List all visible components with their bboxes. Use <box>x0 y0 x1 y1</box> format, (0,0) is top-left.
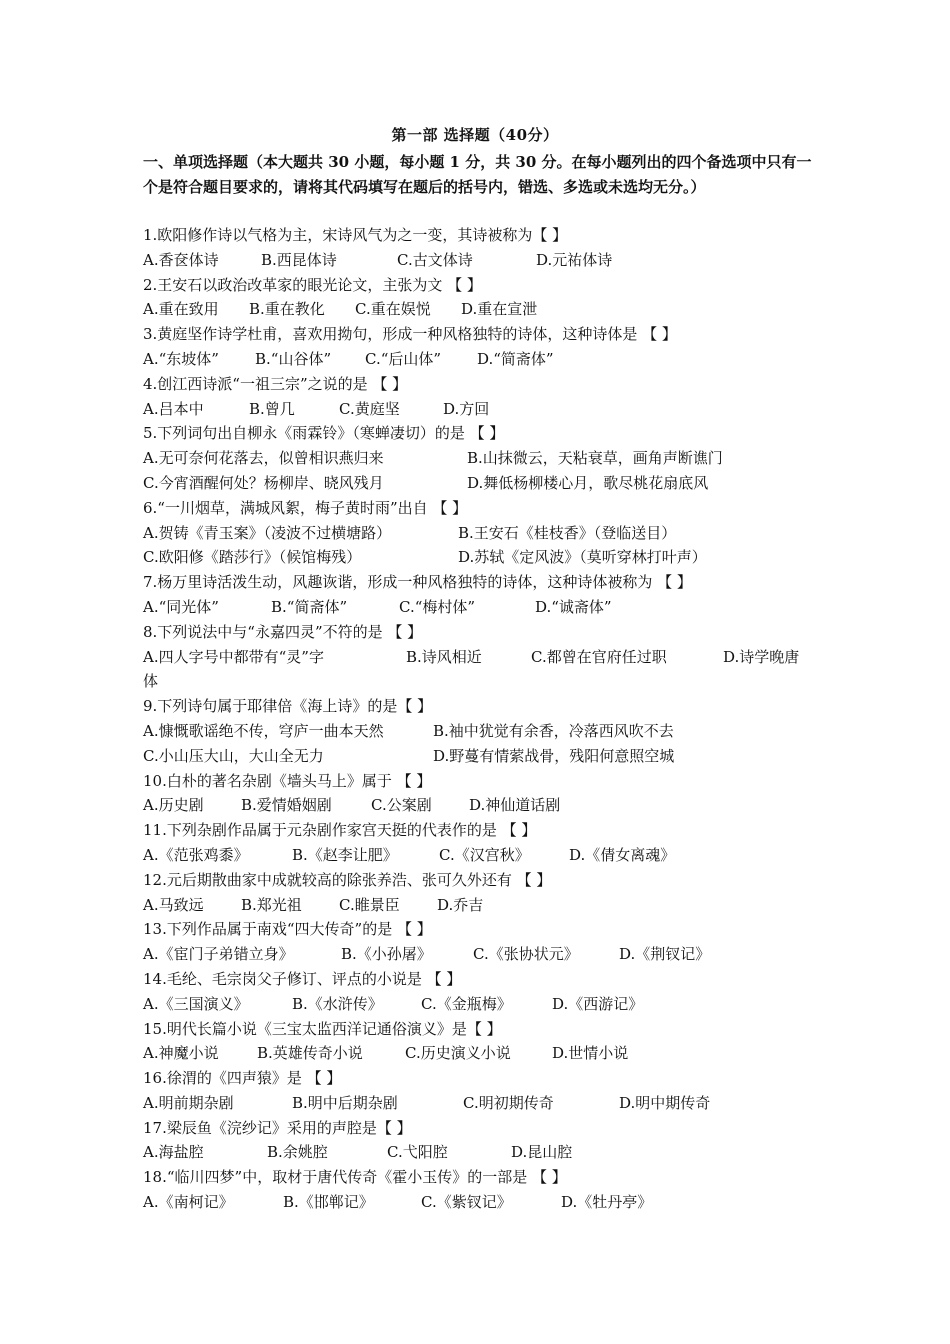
option-a: A.马致远 <box>143 895 204 914</box>
option-b: B.《水浒传》 <box>292 994 383 1013</box>
option-row <box>143 347 823 372</box>
option-a: A.《范张鸡黍》 <box>143 845 249 864</box>
option-row <box>143 248 823 273</box>
option-c: C.《张协状元》 <box>473 945 579 964</box>
option-a: A.四人字号中都带有“灵”字 <box>143 647 324 666</box>
option-c: C.弋阳腔 <box>387 1143 448 1162</box>
option-b: B.“简斋体” <box>271 597 348 616</box>
question-stem: 5.下列词句出自柳永《雨霖铃》（寒蝉凄切）的是 【 】 <box>143 424 505 443</box>
option-row <box>143 992 823 1017</box>
option-c: C.今宵酒醒何处？杨柳岸、晓风残月 <box>143 473 384 492</box>
option-d: D.重在宣泄 <box>461 300 538 319</box>
option-a: A.“东坡体” <box>143 349 219 368</box>
option-row <box>143 744 823 769</box>
option-b: B.《赵李让肥》 <box>292 845 398 864</box>
option-c: C.《汉宫秋》 <box>439 845 530 864</box>
question-stem: 9.下列诗句属于耶律倍《海上诗》的是【 】 <box>143 697 433 716</box>
option-row <box>143 471 823 496</box>
option-row <box>143 893 823 918</box>
question-stem: 3.黄庭坚作诗学杜甫，喜欢用拗句，形成一种风格独特的诗体，这种诗体是 【 】 <box>143 325 677 344</box>
option-b: B.袖中犹觉有余香，冷落西风吹不去 <box>433 721 674 740</box>
option-d: D.昆山腔 <box>511 1143 573 1162</box>
option-c: C.“梅村体” <box>399 597 476 616</box>
option-b: B.西昆体诗 <box>261 250 337 269</box>
question-stem: 1.欧阳修作诗以气格为主，宋诗风气为之一变，其诗被称为【 】 <box>143 226 568 244</box>
option-d: D.《荆钗记》 <box>619 945 711 964</box>
option-a: A.海盐腔 <box>143 1143 204 1162</box>
option-d: D.元祐体诗 <box>536 250 613 269</box>
option-b: B.郑光祖 <box>241 895 302 914</box>
option-c: C.重在娱悦 <box>355 300 431 319</box>
option-c: C.睢景臣 <box>339 895 400 914</box>
option-d: D.明中期传奇 <box>619 1093 711 1112</box>
question-stem: 13.下列作品属于南戏“四大传奇”的是 【 】 <box>143 920 432 939</box>
question-stem: 2.王安石以政治改革家的眼光论文，主张为文 【 】 <box>143 275 482 294</box>
option-a: A.《三国演义》 <box>143 994 249 1013</box>
option-row <box>143 1041 823 1066</box>
option-b: B.山抹微云，天粘衰草，画角声断谯门 <box>467 449 723 468</box>
option-c: C.明初期传奇 <box>463 1093 554 1112</box>
option-a: A.“同光体” <box>143 597 219 616</box>
option-continuation: 体 <box>143 672 159 691</box>
section-heading: 一、单项选择题（本大题共 30 小题，每小题 1 分，共 30 分。在每小题列出的四个备选项中只有一个是符合题目要求的，请将其代码填写在题后的括号内，错选、多选或未选均无分。） <box>143 153 812 196</box>
option-c: C.古文体诗 <box>397 250 473 269</box>
option-a: A.历史剧 <box>143 796 204 815</box>
option-c: C.《金瓶梅》 <box>421 994 512 1013</box>
option-d: D.《牡丹亭》 <box>561 1193 653 1212</box>
option-b: B.诗风相近 <box>406 647 482 666</box>
option-row <box>143 1091 823 1116</box>
option-a: A.吕本中 <box>143 399 204 418</box>
option-d: D.《西游记》 <box>552 994 644 1013</box>
question-stem: 4.创江西诗派“一祖三宗”之说的是 【 】 <box>143 374 408 393</box>
option-d: D.方回 <box>443 399 490 418</box>
option-b: B.明中后期杂剧 <box>292 1093 398 1112</box>
option-c: C.“后山体” <box>365 349 442 368</box>
part-title: 第一部 选择题（40分） <box>391 126 559 144</box>
question-stem: 18.“临川四梦”中，取材于唐代传奇《霍小玉传》的一部是 【 】 <box>143 1168 567 1187</box>
option-row <box>143 843 823 868</box>
option-a: A.无可奈何花落去，似曾相识燕归来 <box>143 449 384 468</box>
option-c: C.小山压大山，大山全无力 <box>143 746 324 765</box>
option-d: D.舞低杨柳楼心月，歌尽桃花扇底风 <box>467 473 709 492</box>
option-b: B.《邯郸记》 <box>283 1193 374 1212</box>
option-b: B.英雄传奇小说 <box>257 1044 363 1063</box>
option-a: A.明前期杂剧 <box>143 1093 234 1112</box>
option-b: B.《小孙屠》 <box>341 945 432 964</box>
option-b: B.“山谷体” <box>255 349 332 368</box>
option-d: D.世情小说 <box>552 1044 629 1063</box>
option-b: B.余姚腔 <box>267 1143 328 1162</box>
question-stem: 6.“一川烟草，满城风絮，梅子黄时雨”出自 【 】 <box>143 498 468 517</box>
option-d: D.野蔓有情萦战骨，残阳何意照空城 <box>433 746 675 765</box>
option-row <box>143 545 823 570</box>
option-a: A.《南柯记》 <box>143 1193 234 1212</box>
question-stem: 17.梁辰鱼《浣纱记》采用的声腔是【 】 <box>143 1118 412 1137</box>
option-row <box>143 645 823 670</box>
option-row <box>143 297 823 322</box>
question-stem: 14.毛纶、毛宗岗父子修订、评点的小说是 【 】 <box>143 969 462 988</box>
option-c: C.黄庭坚 <box>339 399 400 418</box>
option-a: A.《宦门子弟错立身》 <box>143 945 294 964</box>
option-row <box>143 595 823 620</box>
question-stem: 12.元后期散曲家中成就较高的除张养浩、张可久外还有 【 】 <box>143 870 552 889</box>
option-b: B.爱情婚姻剧 <box>241 796 332 815</box>
option-row <box>143 793 823 818</box>
option-row <box>143 521 823 546</box>
question-stem: 15.明代长篇小说《三宝太监西洋记通俗演义》是【 】 <box>143 1019 502 1038</box>
option-d: D.《倩女离魂》 <box>569 845 676 864</box>
question-stem: 7.杨万里诗活泼生动，风趣诙谐，形成一种风格独特的诗体，这种诗体被称为 【 】 <box>143 573 692 592</box>
option-a: A.香奁体诗 <box>143 250 219 269</box>
option-a: A.慷慨歌谣绝不传，穹庐一曲本天然 <box>143 721 384 740</box>
question-stem: 11.下列杂剧作品属于元杂剧作家宫天挺的代表作的是 【 】 <box>143 821 537 840</box>
option-row <box>143 397 823 422</box>
question-stem: 16.徐渭的《四声猿》是 【 】 <box>143 1069 342 1088</box>
option-d: D.苏轼《定风波》（莫听穿林打叶声） <box>458 548 707 567</box>
option-c: C.公案剧 <box>371 796 432 815</box>
option-b: B.王安石《桂枝香》（登临送目） <box>458 523 677 542</box>
option-b: B.重在教化 <box>249 300 325 319</box>
option-a: A.神魔小说 <box>143 1044 219 1063</box>
question-list <box>143 223 823 1215</box>
option-c: C.历史演义小说 <box>405 1044 511 1063</box>
option-c: C.欧阳修《踏莎行》（候馆梅残） <box>143 548 362 567</box>
option-d: D.“简斋体” <box>477 349 554 368</box>
option-a: A.贺铸《青玉案》（凌波不过横塘路） <box>143 523 392 542</box>
option-c: C.《紫钗记》 <box>421 1193 512 1212</box>
option-row <box>143 446 823 471</box>
option-d: D.诗学晚唐 <box>723 647 800 666</box>
option-row <box>143 1140 823 1165</box>
option-c: C.都曾在官府任过职 <box>531 647 667 666</box>
option-d: D.“诚斋体” <box>535 597 612 616</box>
question-stem: 8.下列说法中与“永嘉四灵”不符的是 【 】 <box>143 622 423 641</box>
option-row <box>143 942 823 967</box>
option-a: A.重在致用 <box>143 300 219 319</box>
option-row <box>143 719 823 744</box>
option-row <box>143 1190 823 1215</box>
option-d: D.神仙道话剧 <box>469 796 561 815</box>
option-d: D.乔吉 <box>437 895 484 914</box>
option-b: B.曾几 <box>249 399 295 418</box>
question-stem: 10.白朴的著名杂剧《墙头马上》属于 【 】 <box>143 771 432 790</box>
